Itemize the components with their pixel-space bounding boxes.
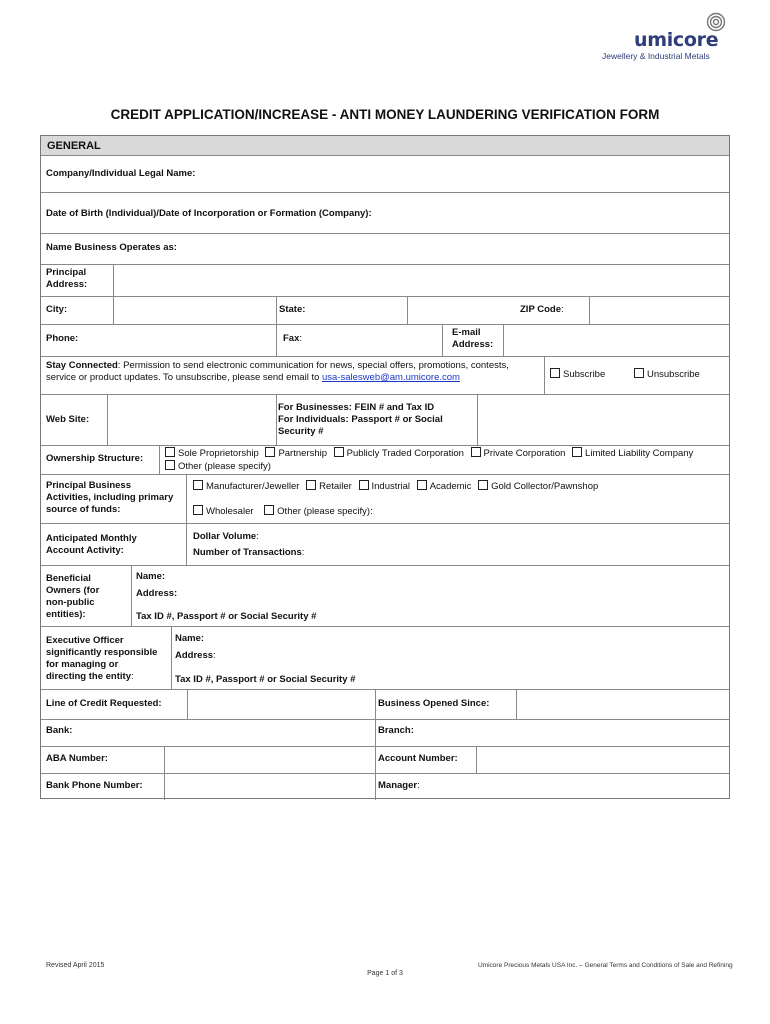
ownership-llc-checkbox[interactable]: Limited Liability Company — [572, 448, 693, 459]
activities-options-row1 — [193, 480, 598, 493]
logo-wordmark: umicore — [634, 29, 719, 51]
bank-phone-label: Bank Phone Number: — [46, 780, 143, 791]
section-header-general: GENERAL — [47, 140, 101, 152]
unsubscribe-email-link[interactable]: usa-salesweb@am.umicore.com — [322, 372, 460, 383]
activity-gold-collector-checkbox[interactable]: Gold Collector/Pawnshop — [478, 481, 598, 492]
phone-label: Phone: — [46, 333, 79, 344]
aba-number-label: ABA Number: — [46, 753, 108, 764]
executive-officer-address-label: Address: — [175, 650, 216, 661]
terms-footer: Umicore Precious Metals USA Inc. – General Terms and Conditions of Sale and Refining — [478, 962, 733, 969]
activities-options-row2 — [193, 505, 373, 518]
unsubscribe-checkbox[interactable]: Unsubscribe — [634, 368, 700, 381]
fax-label: Fax: — [283, 333, 303, 344]
ownership-other-checkbox[interactable]: Other (please specify) — [165, 461, 271, 472]
company-logo — [598, 12, 728, 62]
ownership-options — [165, 447, 730, 473]
activity-academic-checkbox[interactable]: Academic — [417, 481, 472, 492]
email-address-label: E-mail Address: — [452, 327, 494, 350]
principal-address-label: Principal Address: — [46, 267, 88, 290]
page-number: Page 1 of 3 — [367, 970, 403, 977]
activity-retailer-checkbox[interactable]: Retailer — [306, 481, 352, 492]
business-opened-label: Business Opened Since: — [378, 698, 490, 709]
operates-as-label: Name Business Operates as: — [46, 242, 177, 253]
activity-industrial-checkbox[interactable]: Industrial — [359, 481, 411, 492]
beneficial-owner-name-label: Name: — [136, 571, 166, 582]
line-of-credit-label: Line of Credit Requested: — [46, 698, 162, 709]
subscribe-checkbox[interactable]: Subscribe — [550, 368, 605, 381]
activity-wholesaler-checkbox[interactable]: Wholesaler — [193, 506, 254, 517]
beneficial-owner-address-label: Address: — [136, 588, 178, 599]
website-label: Web Site: — [46, 414, 90, 425]
zip-label: ZIP Code: — [520, 304, 564, 315]
ownership-structure-label: Ownership Structure: — [46, 453, 144, 464]
state-label: State: — [279, 304, 306, 315]
activity-manufacturer-checkbox[interactable]: Manufacturer/Jeweller — [193, 481, 299, 492]
logo-tagline: Jewellery & Industrial Metals — [602, 51, 710, 61]
activity-other-checkbox[interactable]: Other (please specify): — [264, 506, 373, 517]
bank-label: Bank: — [46, 725, 73, 736]
branch-label: Branch: — [378, 725, 414, 736]
principal-activities-label: Principal Business Activities, including primary source of funds: — [46, 480, 174, 515]
manager-label: Manager: — [378, 780, 420, 791]
ownership-partnership-checkbox[interactable]: Partnership — [265, 448, 327, 459]
executive-officer-taxid-label: Tax ID #, Passport # or Social Security # — [175, 674, 356, 685]
revised-date: Revised April 2015 — [46, 962, 105, 969]
city-label: City: — [46, 304, 68, 315]
fein-label: For Businesses: FEIN # and Tax ID For Individuals: Passport # or Social Security # — [278, 402, 443, 437]
beneficial-owner-taxid-label: Tax ID #, Passport # or Social Security # — [136, 611, 317, 622]
legal-name-label: Company/Individual Legal Name: — [46, 168, 196, 179]
account-number-label: Account Number: — [378, 753, 458, 764]
general-header-band — [41, 136, 729, 155]
stay-connected-text: Stay Connected: Permission to send electronic communication for news, special offers, promotions, contests, service or product updates. To unsubscribe, please send email to usa-salesweb@am.umicore.com — [46, 360, 509, 383]
executive-officer-label: Executive Officer significantly responsible for managing or directing the entity: — [46, 635, 158, 682]
date-of-birth-label: Date of Birth (Individual)/Date of Incorporation or Formation (Company): — [46, 208, 372, 219]
ownership-public-corporation-checkbox[interactable]: Publicly Traded Corporation — [334, 448, 464, 459]
beneficial-owners-label: Beneficial Owners (for non-public entities): — [46, 573, 100, 620]
monthly-activity-label: Anticipated Monthly Account Activity: — [46, 533, 137, 556]
page-title: CREDIT APPLICATION/INCREASE - ANTI MONEY LAUNDERING VERIFICATION FORM — [110, 107, 660, 122]
number-of-transactions-label: Number of Transactions: — [193, 547, 305, 558]
dollar-volume-label: Dollar Volume: — [193, 531, 259, 542]
executive-officer-name-label: Name: — [175, 633, 205, 644]
ownership-sole-proprietorship-checkbox[interactable]: Sole Proprietorship — [165, 448, 259, 459]
ownership-private-corporation-checkbox[interactable]: Private Corporation — [471, 448, 566, 459]
